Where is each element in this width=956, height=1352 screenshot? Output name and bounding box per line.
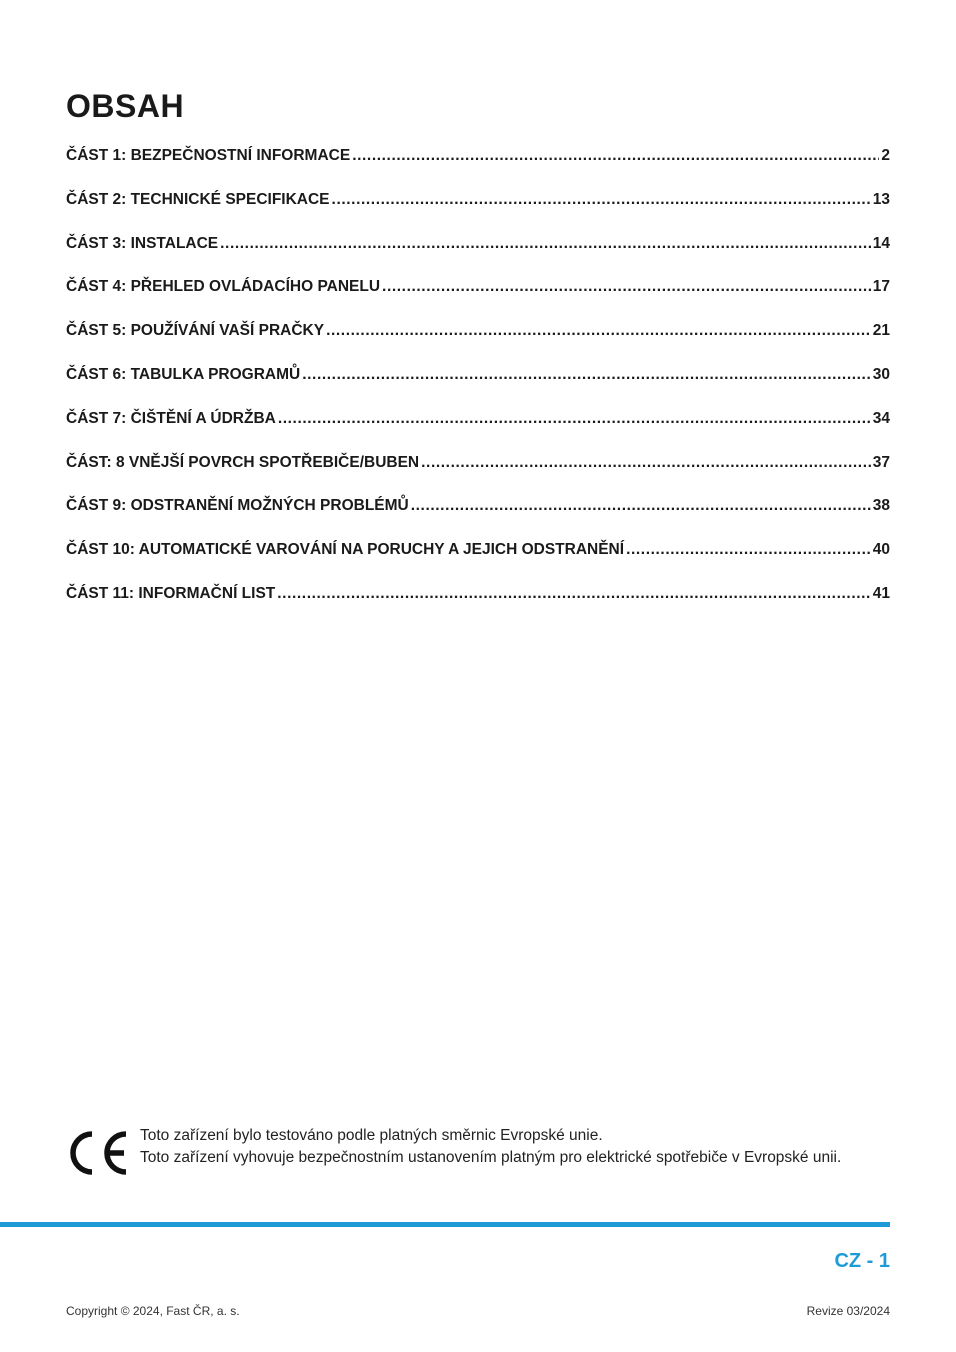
page-number: CZ - 1 bbox=[834, 1250, 890, 1272]
toc-leader-dots bbox=[302, 366, 871, 384]
toc-leader-dots bbox=[326, 322, 871, 340]
toc-entry[interactable] bbox=[66, 497, 890, 541]
toc-leader-dots bbox=[626, 541, 871, 559]
table-of-contents bbox=[66, 147, 890, 629]
ce-mark-icon bbox=[66, 1128, 130, 1178]
toc-entry[interactable] bbox=[66, 147, 890, 191]
copyright-text: Copyright © 2024, Fast ČR, a. s. bbox=[66, 1304, 240, 1318]
toc-entry-page: 41 bbox=[872, 584, 890, 602]
toc-leader-dots bbox=[332, 191, 871, 209]
toc-leader-dots bbox=[352, 147, 879, 165]
toc-entry-page: 37 bbox=[872, 453, 890, 471]
toc-entry-label: ČÁST 6: TABULKA PROGRAMŮ bbox=[66, 365, 301, 383]
toc-leader-dots bbox=[411, 497, 871, 515]
toc-entry-label: ČÁST 4: PŘEHLED OVLÁDACÍHO PANELU bbox=[66, 278, 381, 296]
toc-entry-page: 14 bbox=[872, 234, 890, 252]
toc-entry[interactable] bbox=[66, 322, 890, 366]
toc-leader-dots bbox=[220, 235, 871, 253]
footer-divider bbox=[0, 1222, 890, 1227]
toc-entry-page: 30 bbox=[872, 365, 890, 383]
ce-conformity-notice bbox=[66, 1125, 890, 1178]
toc-entry[interactable] bbox=[66, 278, 890, 322]
toc-entry[interactable] bbox=[66, 585, 890, 629]
toc-entry[interactable] bbox=[66, 410, 890, 454]
toc-entry[interactable] bbox=[66, 235, 890, 279]
page-title: OBSAH bbox=[66, 88, 185, 124]
toc-entry-label: ČÁST 9: ODSTRANĚNÍ MOŽNÝCH PROBLÉMŮ bbox=[66, 497, 409, 515]
toc-leader-dots bbox=[382, 278, 871, 296]
toc-entry-label: ČÁST 1: BEZPEČNOSTNÍ INFORMACE bbox=[66, 147, 351, 164]
toc-entry[interactable] bbox=[66, 454, 890, 498]
toc-entry-page: 34 bbox=[872, 409, 890, 427]
toc-entry-page: 21 bbox=[872, 322, 890, 340]
ce-notice-line-1: Toto zařízení bylo testováno podle platných směrnic Evropské unie. bbox=[140, 1127, 603, 1144]
toc-entry[interactable] bbox=[66, 541, 890, 585]
toc-entry-label: ČÁST 5: POUŽÍVÁNÍ VAŠÍ PRAČKY bbox=[66, 322, 325, 340]
toc-entry-label: ČÁST: 8 VNĚJŠÍ POVRCH SPOTŘEBIČE/BUBEN bbox=[66, 453, 420, 471]
ce-notice-line-2: Toto zařízení vyhovuje bezpečnostním ustanovením platným pro elektrické spotřebiče v Evropské unii. bbox=[140, 1149, 842, 1166]
ce-notice-text bbox=[140, 1125, 841, 1169]
toc-entry-page: 40 bbox=[872, 541, 890, 559]
toc-entry-label: ČÁST 11: INFORMAČNÍ LIST bbox=[66, 584, 276, 602]
toc-entry-label: ČÁST 7: ČIŠTĚNÍ A ÚDRŽBA bbox=[66, 409, 276, 427]
toc-entry[interactable] bbox=[66, 191, 890, 235]
toc-entry-page: 13 bbox=[872, 190, 890, 208]
toc-entry-page: 38 bbox=[872, 497, 890, 515]
toc-entry-page: 17 bbox=[872, 278, 890, 296]
toc-leader-dots bbox=[277, 585, 870, 603]
revision-text: Revize 03/2024 bbox=[806, 1304, 890, 1318]
toc-leader-dots bbox=[278, 410, 871, 428]
toc-entry-page: 2 bbox=[881, 147, 890, 164]
toc-entry-label: ČÁST 3: INSTALACE bbox=[66, 234, 219, 252]
toc-leader-dots bbox=[421, 454, 871, 472]
toc-entry-label: ČÁST 10: AUTOMATICKÉ VAROVÁNÍ NA PORUCHY A JEJICH ODSTRANĚNÍ bbox=[66, 541, 625, 559]
toc-entry[interactable] bbox=[66, 366, 890, 410]
toc-entry-label: ČÁST 2: TECHNICKÉ SPECIFIKACE bbox=[66, 190, 330, 208]
